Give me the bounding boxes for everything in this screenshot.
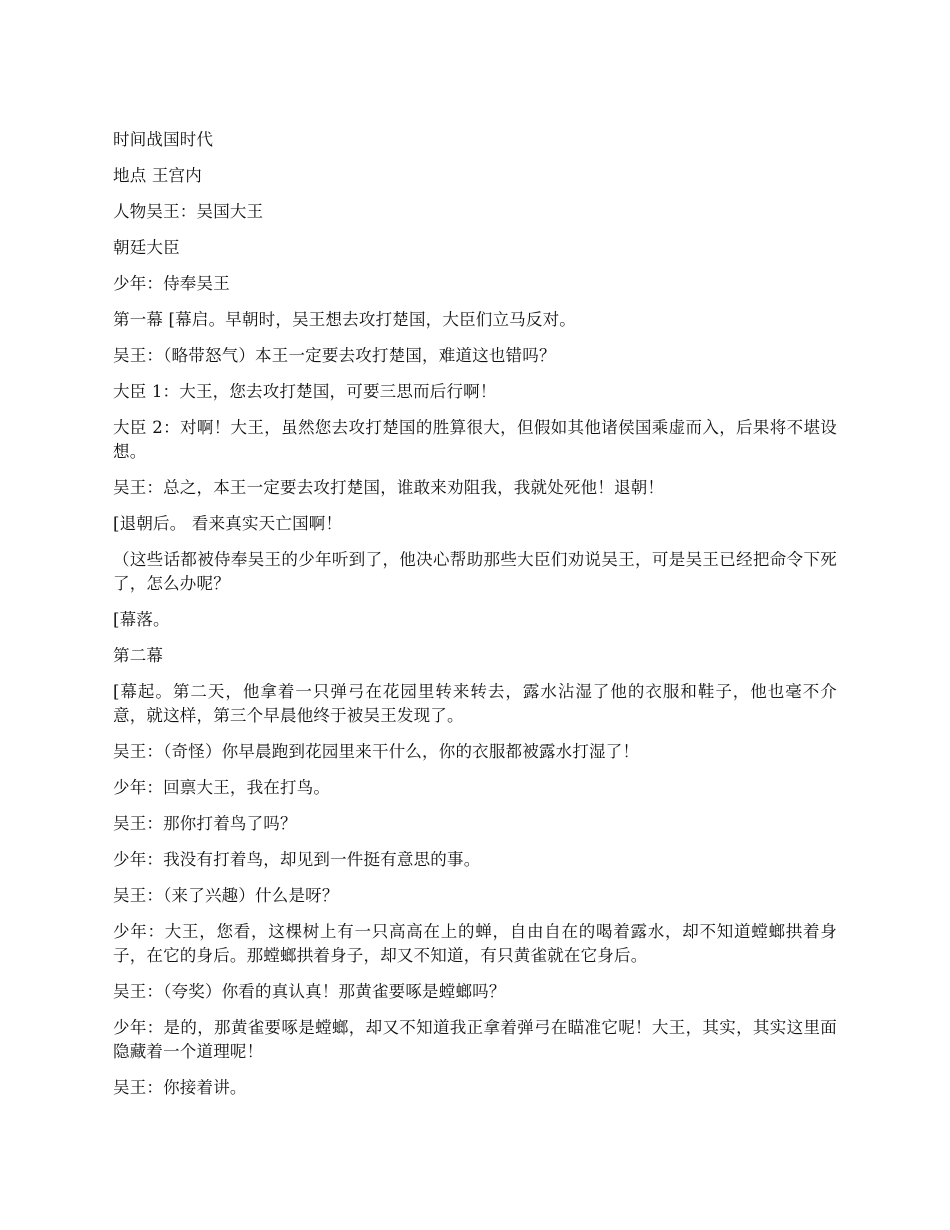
paragraph-dialogue: 少年：大王，您看，这棵树上有一只高高在上的蝉，自由自在的喝着露水，却不知道螳螂拱着身子，在它的身后。那螳螂拱着身子，却又不知道，有只黄雀就在它身后。 xyxy=(113,922,837,965)
document-body xyxy=(113,128,837,1112)
paragraph-dialogue: 吴王：你接着讲。 xyxy=(113,1078,247,1097)
paragraph-character-youth: 少年：侍奉吴王 xyxy=(113,274,230,293)
paragraph-dialogue: 吴王：（夸奖）你看的真认真！那黄雀要啄是螳螂吗？ xyxy=(113,982,506,1001)
paragraph-dialogue: 大臣 2：对啊！大王，虽然您去攻打楚国的胜算很大，但假如其他诸侯国乘虚而入，后果将不堪设想。 xyxy=(113,418,837,461)
paragraph-stage-direction: [退朝后。 看来真实天亡国啊！ xyxy=(113,514,343,533)
paragraph-place: 地点 王宫内 xyxy=(113,166,202,185)
paragraph-dialogue: 大臣 1：大王，您去攻打楚国，可要三思而后行啊！ xyxy=(113,382,497,401)
paragraph-curtain-fall: [幕落。 xyxy=(113,610,170,629)
paragraph-dialogue: 少年：回禀大王，我在打鸟。 xyxy=(113,778,331,797)
paragraph-dialogue: 吴王：（略带怒气）本王一定要去攻打楚国，难道这也错吗？ xyxy=(113,346,556,365)
paragraph-act-two: 第二幕 xyxy=(113,646,164,665)
paragraph-dialogue: 吴王：总之，本王一定要去攻打楚国，谁敢来劝阻我，我就处死他！退朝！ xyxy=(113,478,665,497)
paragraph-characters: 人物吴王：吴国大王 xyxy=(113,202,264,221)
paragraph-character-ministers: 朝廷大臣 xyxy=(113,238,180,257)
paragraph-dialogue: 少年：我没有打着鸟，却见到一件挺有意思的事。 xyxy=(113,850,481,869)
paragraph-time: 时间战国时代 xyxy=(113,130,214,149)
paragraph-dialogue: 吴王：（奇怪）你早晨跑到花园里来干什么，你的衣服都被露水打湿了！ xyxy=(113,742,640,761)
paragraph-narration: （这些话都被侍奉吴王的少年听到了，他决心帮助那些大臣们劝说吴王，可是吴王已经把命令下死了，怎么办呢？ xyxy=(113,550,837,593)
paragraph-dialogue: 吴王：那你打着鸟了吗？ xyxy=(113,814,297,833)
paragraph-act-one: 第一幕 [幕启。早朝时，吴王想去攻打楚国，大臣们立马反对。 xyxy=(113,310,576,329)
paragraph-stage-direction: [幕起。第二天，他拿着一只弹弓在花园里转来转去，露水沾湿了他的衣服和鞋子，他也毫不介意，就这样，第三个早晨他终于被吴王发现了。 xyxy=(113,682,837,725)
paragraph-dialogue: 少年：是的，那黄雀要啄是螳螂，却又不知道我正拿着弹弓在瞄准它呢！大王，其实，其实这里面隐藏着一个道理呢！ xyxy=(113,1018,837,1061)
paragraph-dialogue: 吴王：（来了兴趣）什么是呀？ xyxy=(113,886,339,905)
